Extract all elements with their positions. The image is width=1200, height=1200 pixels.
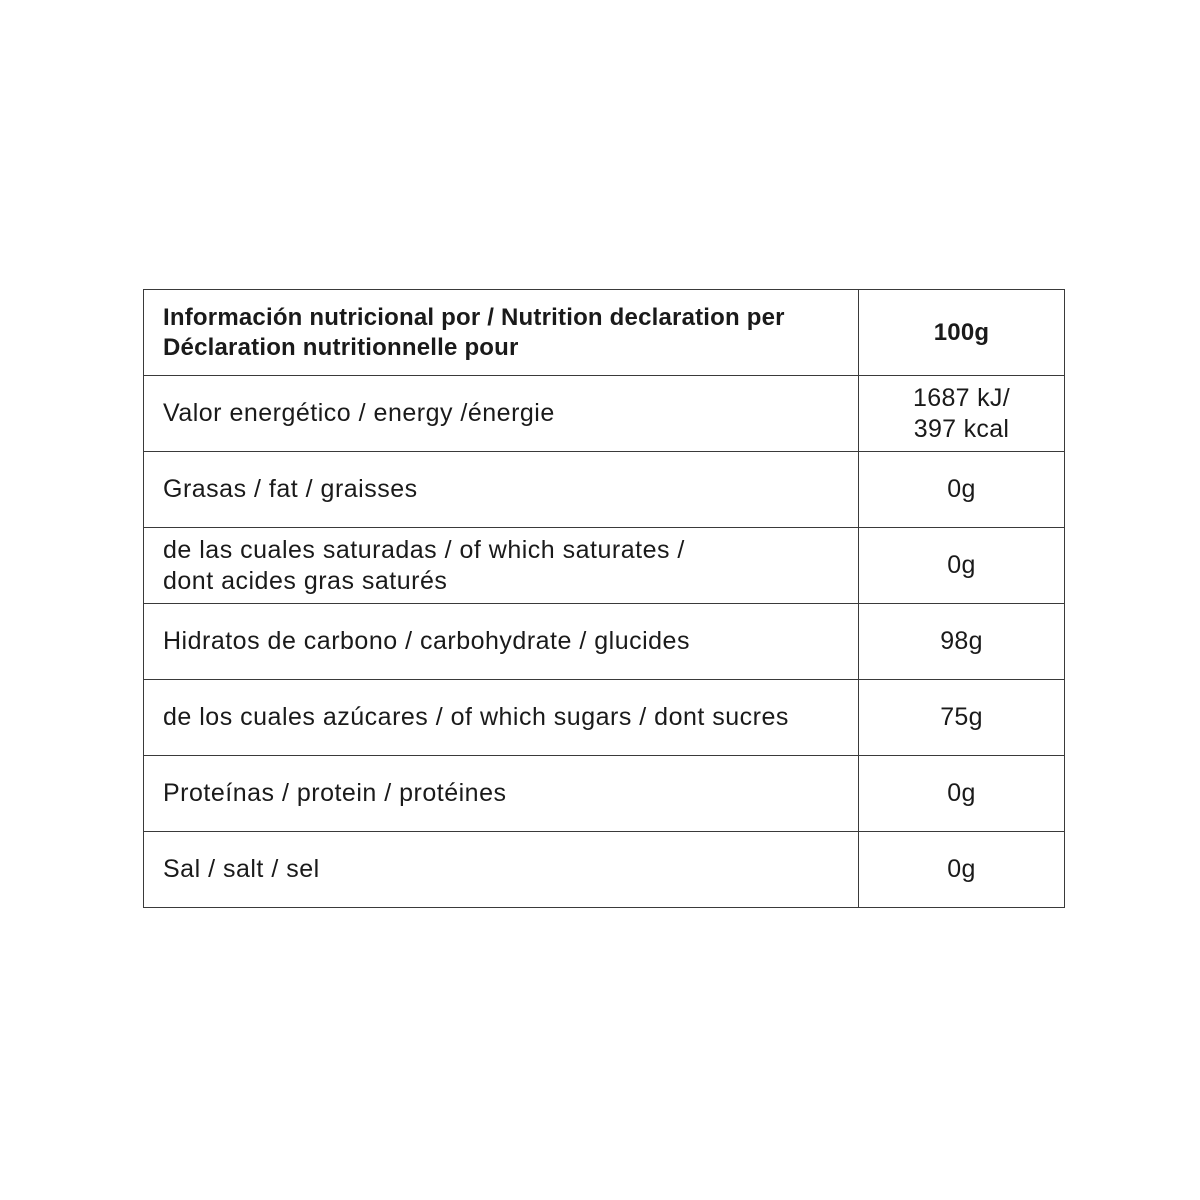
nutrient-label: Valor energético / energy /énergie: [163, 399, 555, 427]
nutrient-value-cell: [859, 604, 1065, 680]
nutrient-row-protein: [144, 756, 1065, 832]
nutrient-value: 1687 kJ/: [913, 383, 1010, 412]
nutrient-value-cell: [859, 832, 1065, 908]
header-value-cell: [859, 290, 1065, 376]
nutrient-label-cell: [144, 832, 859, 908]
nutrient-value-cell: [859, 528, 1065, 604]
header-label-line: Déclaration nutritionnelle pour: [163, 333, 519, 361]
nutrient-label: Grasas / fat / graisses: [163, 475, 418, 503]
nutrient-row-fat: [144, 452, 1065, 528]
nutrient-label: Sal / salt / sel: [163, 855, 320, 883]
nutrient-value-cell: [859, 376, 1065, 452]
nutrient-label: dont acides gras saturés: [163, 566, 448, 595]
nutrient-value: 75g: [940, 703, 983, 731]
nutrient-label-cell: [144, 452, 859, 528]
nutrient-label: Hidratos de carbono / carbohydrate / glucides: [163, 627, 690, 655]
nutrient-row-energy: [144, 376, 1065, 452]
nutrient-row-sugars: [144, 680, 1065, 756]
nutrient-label-cell: [144, 376, 859, 452]
nutrient-label: Proteínas / protein / protéines: [163, 779, 507, 807]
header-value: 100g: [933, 318, 990, 346]
nutrient-label: de las cuales saturadas / of which saturates /: [163, 535, 685, 564]
nutrient-row-salt: [144, 832, 1065, 908]
nutrient-value-cell: [859, 680, 1065, 756]
nutrient-value: 0g: [947, 855, 976, 883]
header-label-cell: [144, 290, 859, 376]
nutrient-label: de los cuales azúcares / of which sugars / dont sucres: [163, 703, 789, 731]
nutrition-table: [143, 289, 1065, 908]
nutrient-value: 98g: [940, 627, 983, 655]
nutrient-label-cell: [144, 528, 859, 604]
nutrient-value: 0g: [947, 779, 976, 807]
nutrient-value-cell: [859, 756, 1065, 832]
nutrient-row-saturates: [144, 528, 1065, 604]
header-label-line: Información nutricional por / Nutrition declaration per: [163, 303, 785, 331]
nutrient-value-cell: [859, 452, 1065, 528]
nutrition-header-row: [144, 290, 1065, 376]
nutrient-row-carbohydrate: [144, 604, 1065, 680]
nutrient-value: 397 kcal: [913, 414, 1010, 443]
nutrient-label-cell: [144, 680, 859, 756]
nutrient-label-cell: [144, 604, 859, 680]
nutrient-value: 0g: [947, 551, 976, 579]
nutrient-value: 0g: [947, 475, 976, 503]
nutrient-label-cell: [144, 756, 859, 832]
